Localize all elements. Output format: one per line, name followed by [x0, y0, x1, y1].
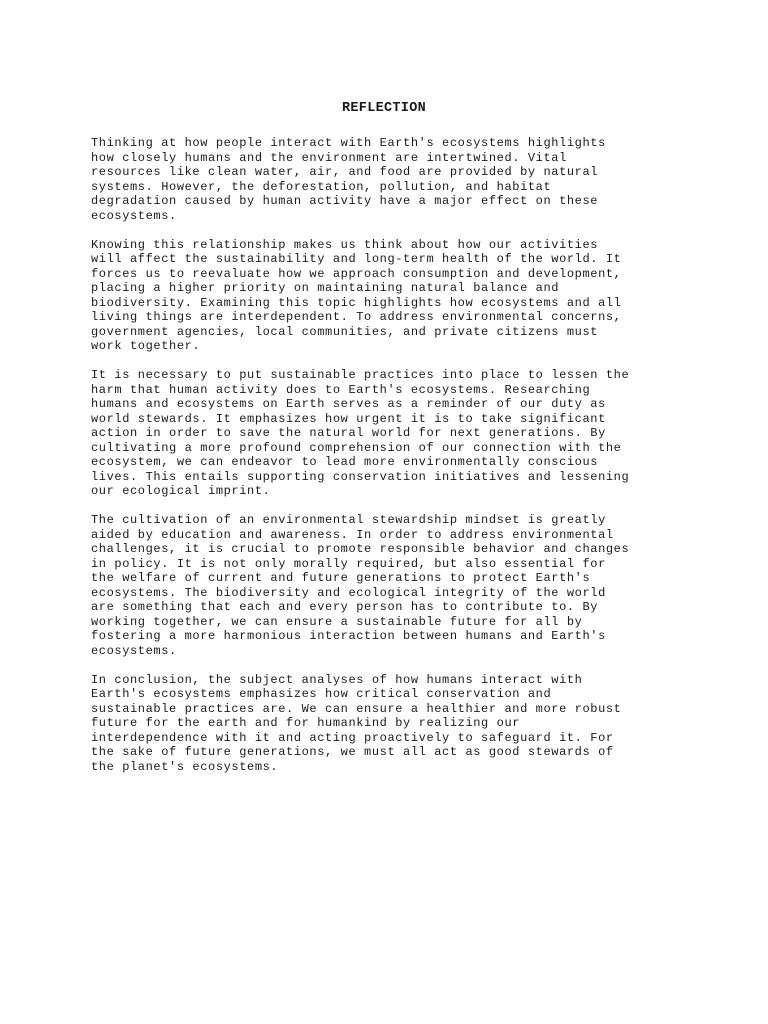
paragraph-2: Knowing this relationship makes us think about how our activities will affect the sustainability and long-term health of the world. It forces us to reevaluate how we approach consumption and development, placing a higher priority on maintaining natural balance and biodiversity. Examining this topic highlights how ecosystems and all living things are interdependent. To address environmental concerns, government agencies, local communities, and private citizens must work together. — [91, 237, 622, 353]
document-body — [91, 136, 691, 789]
document-title: REFLECTION — [341, 101, 426, 116]
paragraph-3: It is necessary to put sustainable practices into place to lessen the harm that human activity does to Earth's ecosystems. Researching humans and ecosystems on Earth serves as a reminder of our duty as world stewards. It emphasizes how urgent it is to take significant action in order to save the natural world for next generations. By cultivating a more profound comprehension of our connection with the ecosystem, we can endeavor to lead more environmentally conscious lives. This entails supporting conservation initiatives and lessening our ecological imprint. — [91, 368, 630, 498]
paragraph-1: Thinking at how people interact with Earth's ecosystems highlights how closely humans and the environment are intertwined. Vital resources like clean water, air, and food are provided by natural systems. However, the deforestation, pollution, and habitat degradation caused by human activity have a major effect on these ecosystems. — [91, 136, 606, 223]
paragraph-5: In conclusion, the subject analyses of how humans interact with Earth's ecosystems emphasizes how critical conservation and sustainable practices are. We can ensure a healthier and more robust future for the earth and for humankind by realizing our interdependence with it and acting proactively to safeguard it. For the sake of future generations, we must all act as good stewards of the planet's ecosystems. — [91, 672, 622, 774]
paragraph-4: The cultivation of an environmental stewardship mindset is greatly aided by education and awareness. In order to address environmental challenges, it is crucial to promote responsible behavior and changes in policy. It is not only morally required, but also essential for the welfare of current and future generations to protect Earth's ecosystems. The biodiversity and ecological integrity of the world are something that each and every person has to contribute to. By working together, we can ensure a sustainable future for all by fostering a more harmonious interaction between humans and Earth's ecosystems. — [91, 513, 630, 658]
